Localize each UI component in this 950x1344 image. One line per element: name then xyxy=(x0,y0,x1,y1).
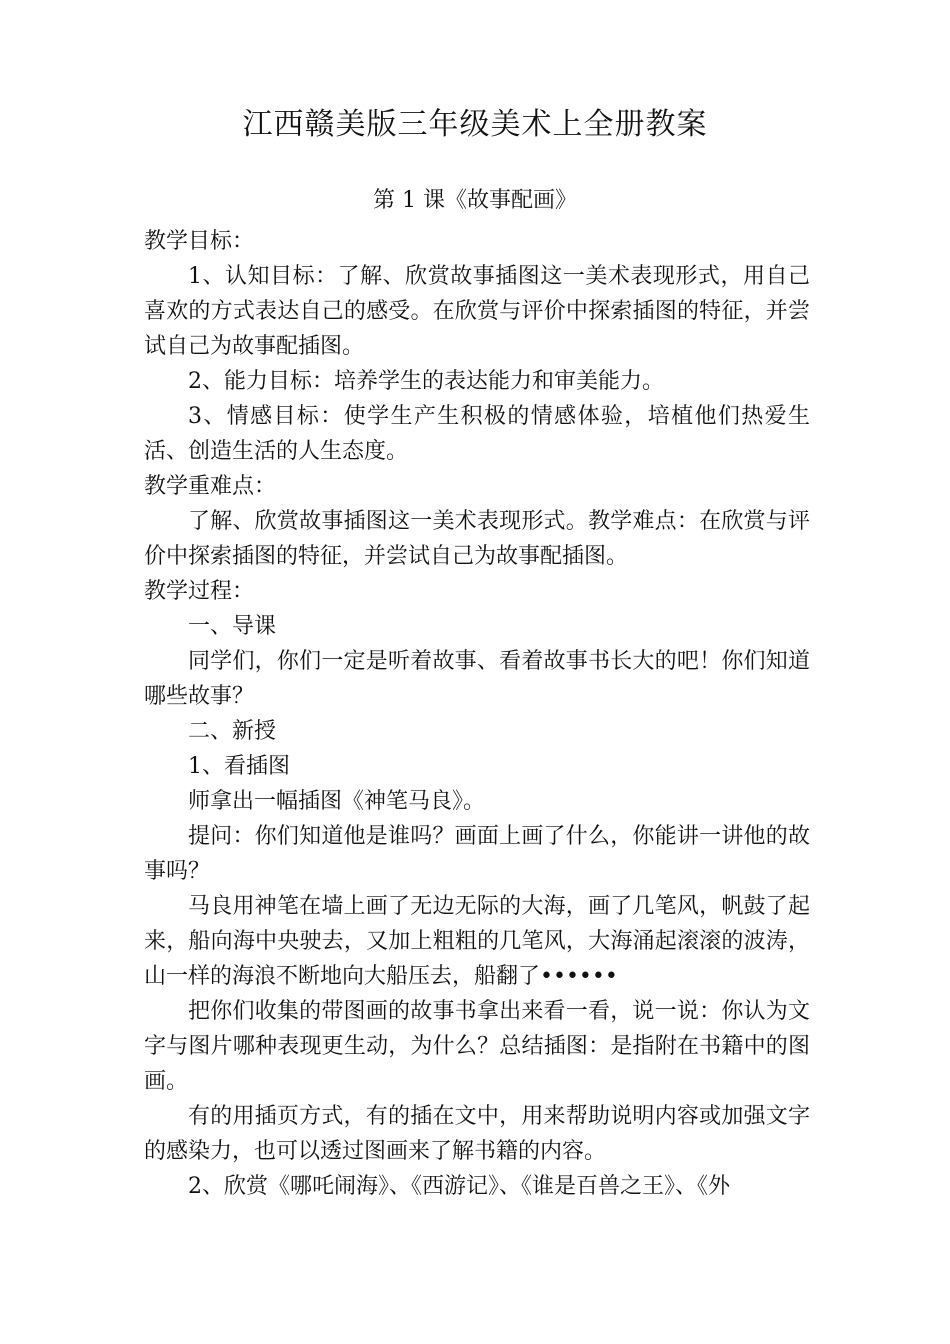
paragraph: 了解、欣赏故事插图这一美术表现形式。教学难点：在欣赏与评价中探索插图的特征，并尝试自己为故事配插图。 xyxy=(144,509,810,569)
paragraph: 马良用神笔在墙上画了无边无际的大海，画了几笔风，帆鼓了起来，船向海中央驶去，又加上粗粗的几笔风，大海涌起滚滚的波涛，山一样的海浪不断地向大船压去，船翻了•••••• xyxy=(144,894,810,989)
paragraph: 教学目标： xyxy=(144,229,255,254)
paragraph: 一、导课 xyxy=(188,614,277,639)
paragraph: 师拿出一幅插图《神笔马良》。 xyxy=(188,789,486,814)
document-body xyxy=(144,224,810,1204)
paragraph: 1、认知目标：了解、欣赏故事插图这一美术表现形式，用自己喜欢的方式表达自己的感受。在欣赏与评价中探索插图的特征，并尝试自己为故事配插图。 xyxy=(144,264,810,359)
paragraph: 把你们收集的带图画的故事书拿出来看一看，说一说：你认为文字与图片哪种表现更生动，为什么？总结插图：是指附在书籍中的图画。 xyxy=(144,999,810,1094)
paragraph: 提问：你们知道他是谁吗？画面上画了什么，你能讲一讲他的故事吗？ xyxy=(144,824,810,884)
lesson-title: 第 1 课《故事配画》 xyxy=(373,188,577,213)
paragraph: 有的用插页方式，有的插在文中，用来帮助说明内容或加强文字的感染力，也可以透过图画来了解书籍的内容。 xyxy=(144,1104,810,1164)
paragraph: 1、看插图 xyxy=(188,754,290,779)
paragraph: 2、能力目标：培养学生的表达能力和审美能力。 xyxy=(188,369,664,394)
paragraph: 教学过程： xyxy=(144,579,255,604)
paragraph: 2、欣赏《哪吒闹海》、《西游记》、《谁是百兽之王》、《外 xyxy=(188,1174,730,1199)
document-title: 江西赣美版三年级美术上全册教案 xyxy=(242,107,708,142)
paragraph: 教学重难点： xyxy=(144,474,277,499)
paragraph: 3、情感目标：使学生产生积极的情感体验，培植他们热爱生活、创造生活的人生态度。 xyxy=(144,404,810,464)
paragraph: 二、新授 xyxy=(188,719,277,744)
paragraph: 同学们，你们一定是听着故事、看着故事书长大的吧！你们知道哪些故事？ xyxy=(144,649,810,709)
